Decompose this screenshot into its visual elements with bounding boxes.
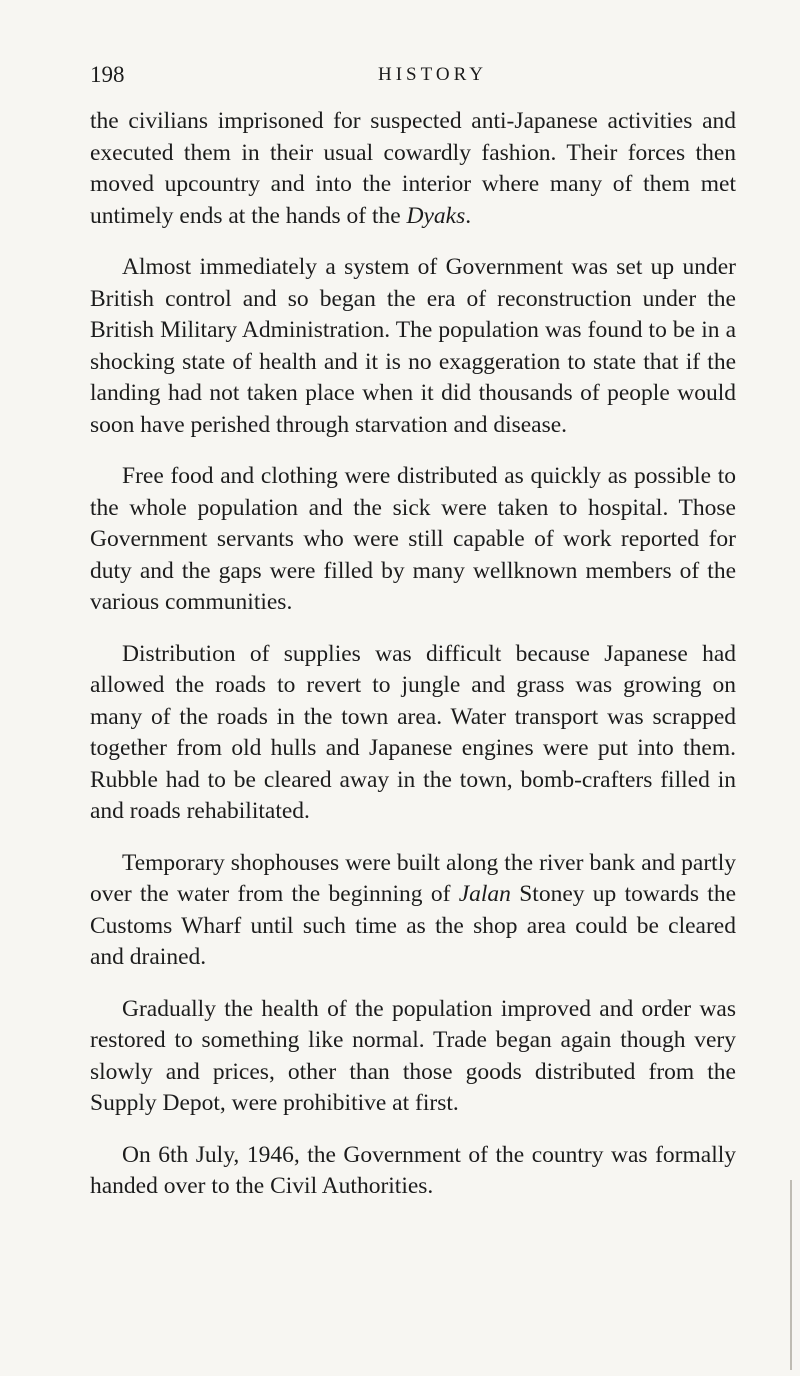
italic-term: Jalan [458,881,511,907]
paragraph [90,848,736,974]
text-run: Free food and clothing were distributed as quickly as possible to the whole population and the sick were taken to hospital. Those Government servants who were still capable of work reported for duty and the gaps were filled by many wellknown members of the various communities. [90,463,736,615]
text-run: Temporary shophouses were built along the river bank and partly over the water from the beginning of [90,849,736,907]
body-text [90,106,736,1223]
running-head: HISTORY [378,64,487,85]
text-run: Distribution of supplies was difficult because Japanese had allowed the roads to revert to jungle and grass was growing on many of the roads in the town area. Water transport was scrapped together from old hulls and Japanese engines were put into them. Rubble had to be cleared away in the town, bomb-crafters filled in and roads rehabilitated. [90,640,736,824]
text-run: Almost immediately a system of Government was set up under British control and so began the era of reconstruction under the British Military Administration. The population was found to be in a shocking state of health and it is no exaggeration to state that if the landing had not taken place when it did thousands of people would soon have perished through starvation and disease. [90,254,736,438]
page-number: 198 [90,62,125,87]
paragraph [90,106,736,232]
text-run: On 6th July, 1946, the Government of the country was formally handed over to the Civil Authorities. [90,1141,736,1199]
page-edge-shadow [790,1180,792,1370]
text-run: the civilians imprisoned for suspected anti-Japanese activities and executed them in their usual cowardly fashion. Their forces then moved upcountry and into the interior where many of them met untimely ends at the hands of the [90,108,736,229]
text-run: Gradually the health of the population improved and order was restored to something like normal. Trade began again though very slowly and prices, other than those goods distributed from the Supply Depot, were prohibitive at first. [90,995,736,1116]
paragraph [90,461,736,619]
text-run: Stoney up towards the Customs Wharf until such time as the shop area could be cleared and drained. [90,881,737,970]
paragraph [90,994,736,1120]
paragraph [90,252,736,441]
italic-term: Dyaks [406,202,466,229]
paragraph [90,1140,736,1203]
paragraph [90,639,736,828]
page-header [88,62,728,92]
text-run: . [465,202,472,229]
